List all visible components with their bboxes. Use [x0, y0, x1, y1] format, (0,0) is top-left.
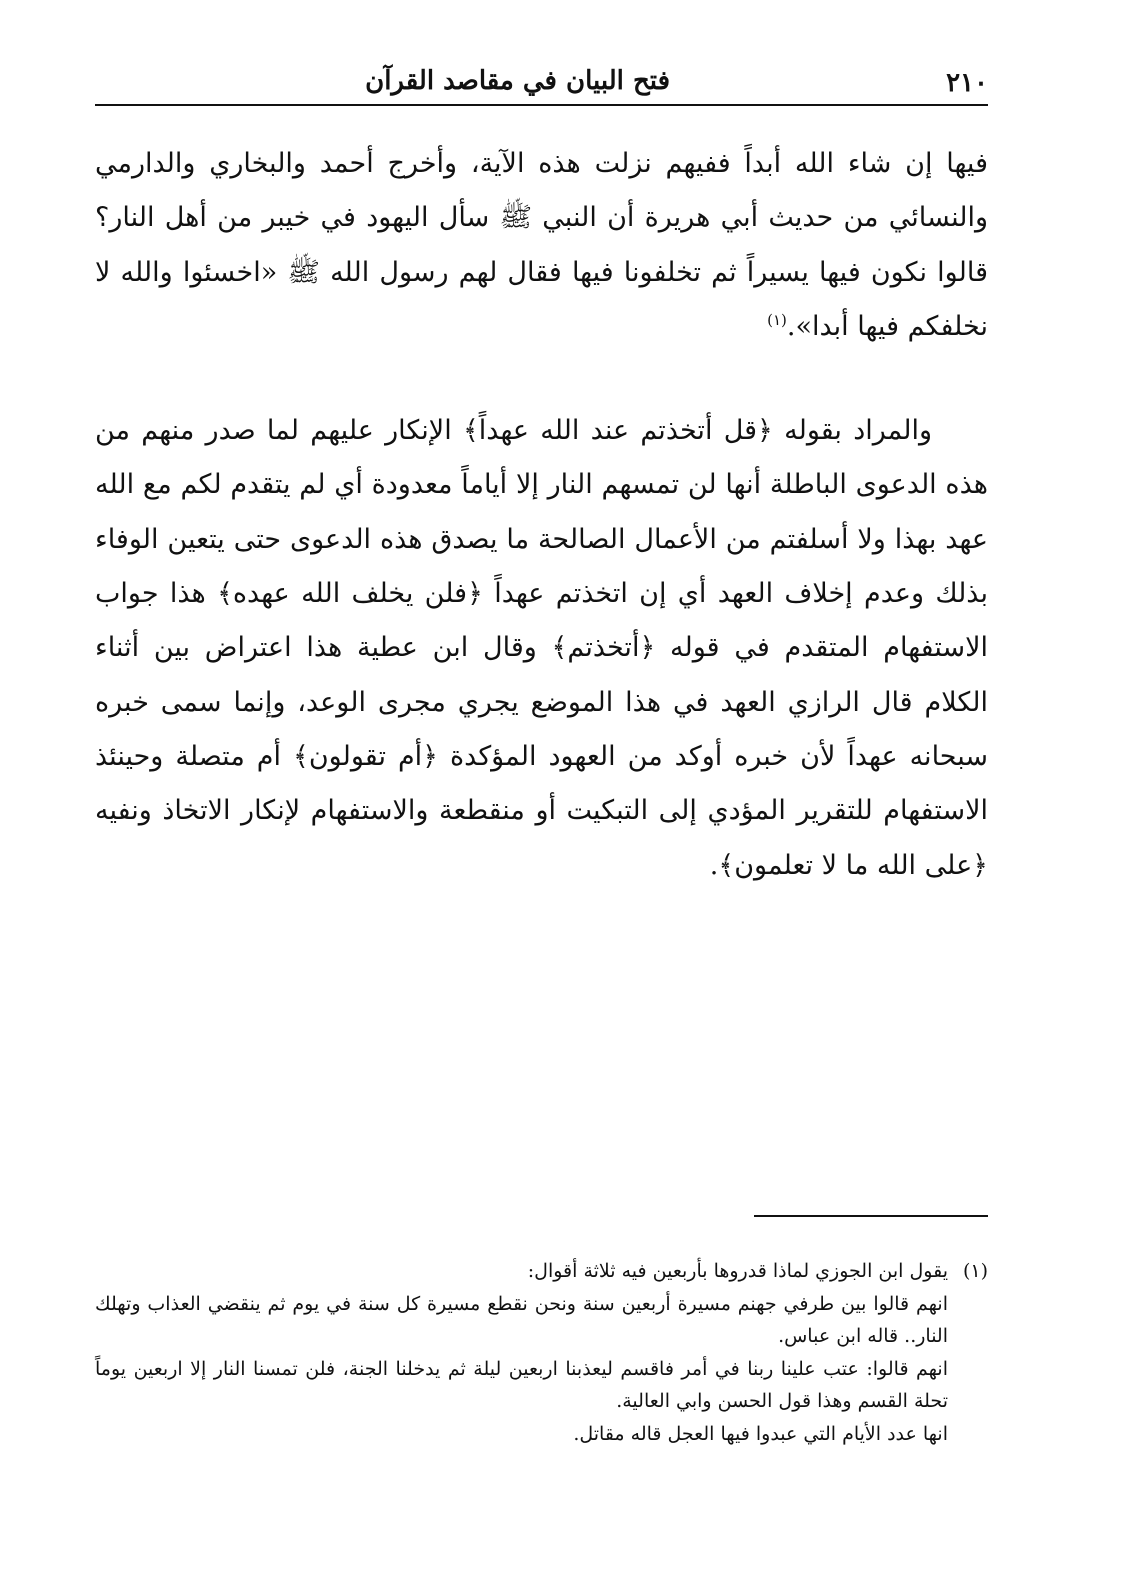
page-header: [95, 64, 988, 106]
running-title: فتح البيان في مقاصد القرآن: [365, 66, 670, 96]
footnote-opinion-3: انها عدد الأيام التي عبدوا فيها العجل قاله مقاتل.: [573, 1422, 948, 1445]
footnote-opinion-2: انهم قالوا: عتب علينا ربنا في أمر فاقسم ليعذبنا اربعين ليلة ثم يدخلنا الجنة، فلن تمسنا النار إلا اربعين يوماً تحلة القسم وهذا قول الحسن وابي العالية.: [95, 1357, 948, 1412]
paragraph-text: فيها إن شاء الله أبداً ففيهم نزلت هذه الآية، وأخرج أحمد والبخاري والدارمي والنسائي من حديث أبي هريرة أن النبي ﷺ سأل اليهود في خيبر من أهل النار؟ قالوا نكون فيها يسيراً ثم تخلفونا فيها فقال لهم رسول الله ﷺ «اخسئوا والله لا نخلفكم فيها أبدا».: [95, 148, 988, 342]
main-text: [95, 137, 988, 893]
footnote-opinion-1: انهم قالوا بين طرفي جهنم مسيرة أربعين سنة ونحن نقطع مسيرة كل سنة في يوم ثم ينقضي العذاب وتهلك النار.. قاله ابن عباس.: [95, 1292, 948, 1347]
page-number: ٢١٠: [946, 68, 988, 98]
paragraph-tafsir: والمراد بقوله ﴿قل أتخذتم عند الله عهداً﴾ الإنكار عليهم لما صدر منهم من هذه الدعوى الباطلة أنها لن تمسهم النار إلا أياماً معدودة أي لم يتقدم لكم مع الله عهد بهذا ولا أسلفتم من الأعمال الصالحة ما يصدق هذه الدعوى حتى يتعين الوفاء بذلك وعدم إخلاف العهد أي إن اتخذتم عهداً ﴿فلن يخلف الله عهده﴾ هذا جواب الاستفهام المتقدم في قوله ﴿أتخذتم﴾ وقال ابن عطية هذا اعتراض بين أثناء الكلام قال الرازي العهد في هذا الموضع يجري مجرى الوعد، وإنما سمى خبره سبحانه عهداً لأن خبره أوكد من العهود المؤكدة ﴿أم تقولون﴾ أم متصلة وحينئذ الاستفهام للتقرير المؤدي إلى التبكيت أو منقطعة والاستفهام لإنكار الاتخاذ ونفيه ﴿على الله ما لا تعلمون﴾.: [95, 415, 988, 881]
footnote-marker: (١): [962, 1260, 988, 1282]
footnote-intro: [95, 1255, 988, 1288]
footnotes: [95, 1255, 988, 1450]
footnote-text: يقول ابن الجوزي لماذا قدروها بأربعين فيه ثلاثة أقوال:: [527, 1260, 948, 1282]
footnote-reference: (١): [767, 310, 787, 329]
paragraph-hadith: [95, 137, 988, 354]
footnote-divider: [754, 1215, 988, 1217]
